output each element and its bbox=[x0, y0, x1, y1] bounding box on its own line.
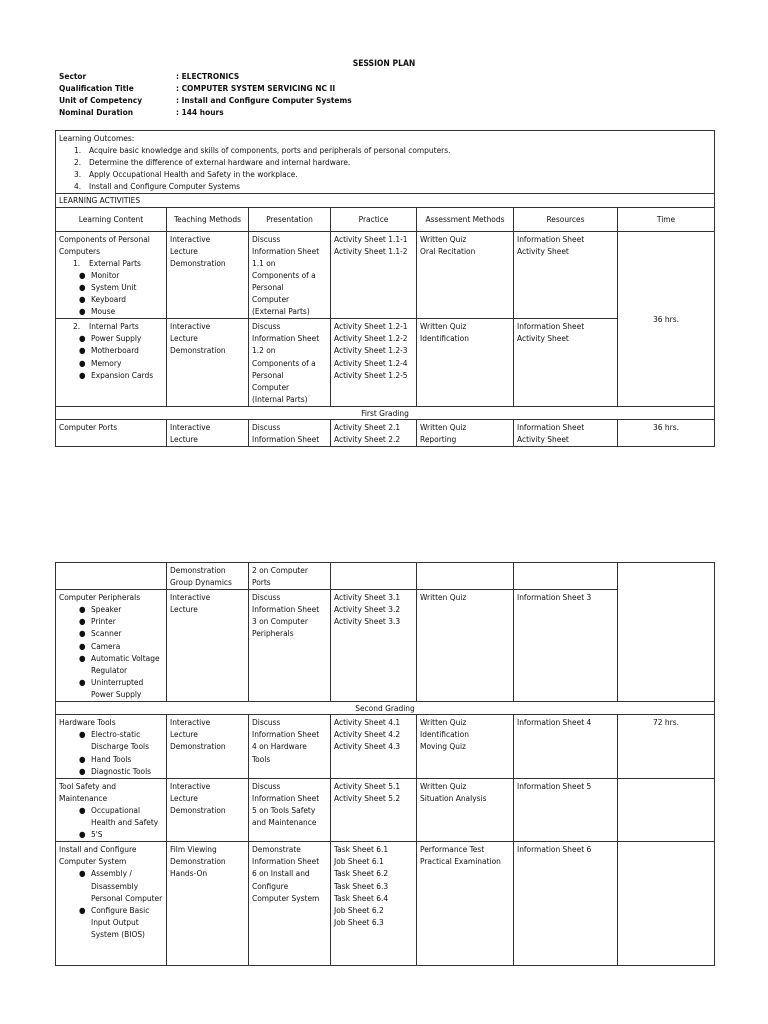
resources-cell: Information Sheet 6 bbox=[514, 842, 618, 966]
presentation-cell: 2 on Computer Ports bbox=[249, 563, 331, 590]
practice-cell: Activity Sheet 5.1 Activity Sheet 5.2 bbox=[331, 778, 417, 841]
content-cell: Install and Configure Computer System ● Assembly / Disassembly Personal Computer ● Configure Basic Input Output System (BIOS) bbox=[56, 842, 167, 966]
content-cell: Components of Personal Computers 1. External Parts ● Monitor ● System Unit ● Keyboard ● Mouse bbox=[56, 231, 167, 319]
methods-cell: Demonstration Group Dynamics bbox=[167, 563, 249, 590]
time-cell bbox=[618, 778, 715, 841]
list-item: ● System Unit bbox=[79, 281, 137, 292]
practice-cell: Activity Sheet 2.1 Activity Sheet 2.2 bbox=[331, 419, 417, 446]
page-title: SESSION PLAN bbox=[352, 59, 416, 69]
practice-cell: Task Sheet 6.1 Job Sheet 6.1 Task Sheet 6.2 Task Sheet 6.3 Task Sheet 6.4 Job Sheet 6.2 Job Sheet 6.3 bbox=[331, 842, 417, 966]
practice-cell: Activity Sheet 1.2-1 Activity Sheet 1.2-2 Activity Sheet 1.2-3 Activity Sheet 1.2-4 Activity Sheet 1.2-5 bbox=[331, 319, 417, 407]
content-cell: Hardware Tools ● Electro-static Discharge Tools ● Hand Tools ● Diagnostic Tools bbox=[56, 715, 167, 778]
time-cell: 36 hrs. bbox=[618, 419, 715, 446]
field-label: Qualification Title bbox=[59, 83, 134, 93]
col-header: Assessment Methods bbox=[417, 207, 514, 231]
col-header: Practice bbox=[331, 207, 417, 231]
list-item: ● Expansion Cards bbox=[79, 369, 154, 380]
outcome-item: 2. Determine the difference of external hardware and internal hardware. bbox=[74, 157, 351, 168]
assessment-cell: Written Quiz Oral Recitation bbox=[417, 231, 514, 319]
content-cell: Tool Safety and Maintenance ● Occupational Health and Safety ● 5'S bbox=[56, 778, 167, 841]
table-row bbox=[56, 419, 715, 446]
resources-cell: Information Sheet 5 bbox=[514, 778, 618, 841]
content-cell bbox=[56, 563, 167, 590]
assessment-cell: Performance Test Practical Examination bbox=[417, 842, 514, 966]
methods-cell: Interactive Lecture Demonstration bbox=[167, 231, 249, 319]
presentation-cell: Discuss Information Sheet 1.1 on Components of a Personal Computer (External Parts) bbox=[249, 231, 331, 319]
outcomes-heading: Learning Outcomes: bbox=[59, 133, 135, 143]
sector-row bbox=[59, 70, 352, 82]
list-item: ● Assembly / Disassembly Personal Computer bbox=[79, 868, 163, 903]
time-cell: 72 hrs. bbox=[618, 715, 715, 778]
list-item: ● Speaker bbox=[79, 604, 122, 615]
list-item: ● Hand Tools bbox=[79, 753, 132, 764]
presentation-cell: Discuss Information Sheet bbox=[249, 419, 331, 446]
outcome-item: 4. Install and Configure Computer Systems bbox=[74, 181, 240, 192]
time-cell: 36 hrs. bbox=[618, 231, 715, 406]
grading-divider: Second Grading bbox=[56, 702, 715, 715]
table-row bbox=[56, 231, 715, 319]
presentation-cell: Discuss Information Sheet 4 on Hardware Tools bbox=[249, 715, 331, 778]
learning-outcomes bbox=[56, 131, 715, 194]
content-cell bbox=[56, 319, 167, 407]
plan-details bbox=[59, 70, 352, 118]
practice-cell: Activity Sheet 4.1 Activity Sheet 4.2 Activity Sheet 4.3 bbox=[331, 715, 417, 778]
resources-cell bbox=[514, 563, 618, 590]
assessment-cell: Written Quiz Identification Moving Quiz bbox=[417, 715, 514, 778]
resources-cell: Information Sheet 4 bbox=[514, 715, 618, 778]
list-item: ● Automatic Voltage Regulator bbox=[79, 652, 160, 675]
methods-cell: Interactive Lecture Demonstration bbox=[167, 778, 249, 841]
presentation-cell: Demonstrate Information Sheet 6 on Install and Configure Computer System bbox=[249, 842, 331, 966]
resources-cell: Information Sheet Activity Sheet bbox=[514, 319, 618, 407]
content-cell: Computer Peripherals ● Speaker ● Printer ● Scanner ● Camera ● Automatic Voltage Regulator ● Uninterrupted Power Supply bbox=[56, 590, 167, 702]
grading-divider: First Grading bbox=[56, 406, 715, 419]
table-row bbox=[56, 715, 715, 778]
assessment-cell bbox=[417, 563, 514, 590]
list-item: ● Scanner bbox=[79, 628, 122, 639]
methods-cell: Interactive Lecture bbox=[167, 419, 249, 446]
field-value: : ELECTRONICS bbox=[176, 71, 240, 81]
resources-cell: Information Sheet Activity Sheet bbox=[514, 419, 618, 446]
practice-cell: Activity Sheet 3.1 Activity Sheet 3.2 Activity Sheet 3.3 bbox=[331, 590, 417, 702]
col-header: Presentation bbox=[249, 207, 331, 231]
session-table-page1 bbox=[55, 130, 715, 447]
field-label: Sector bbox=[59, 71, 87, 81]
resources-cell: Information Sheet Activity Sheet bbox=[514, 231, 618, 319]
list-item: ● Uninterrupted Power Supply bbox=[79, 676, 144, 699]
field-value: : Install and Configure Computer Systems bbox=[176, 95, 352, 105]
list-item: ● Motherboard bbox=[79, 345, 139, 356]
resources-cell: Information Sheet 3 bbox=[514, 590, 618, 702]
field-label: Unit of Competency bbox=[59, 95, 143, 105]
list-item: ● Occupational Health and Safety bbox=[79, 804, 159, 828]
list-item: ● Diagnostic Tools bbox=[79, 765, 152, 776]
list-item: 1. External Parts bbox=[73, 257, 141, 268]
list-item: ● Power Supply bbox=[79, 333, 142, 344]
list-item: ● 5'S bbox=[79, 829, 103, 840]
assessment-cell: Written Quiz bbox=[417, 590, 514, 702]
presentation-cell: Discuss Information Sheet 3 on Computer Peripherals bbox=[249, 590, 331, 702]
table-row bbox=[56, 590, 715, 702]
list-item: ● Keyboard bbox=[79, 294, 127, 305]
practice-cell bbox=[331, 563, 417, 590]
table-row bbox=[56, 842, 715, 966]
outcomes-list bbox=[59, 144, 711, 192]
competency-row bbox=[59, 94, 352, 106]
duration-row bbox=[59, 106, 352, 118]
list-item: ● Printer bbox=[79, 616, 116, 627]
methods-cell: Interactive Lecture bbox=[167, 590, 249, 702]
list-item: ● Electro-static Discharge Tools bbox=[79, 729, 149, 752]
assessment-cell: Written Quiz Reporting bbox=[417, 419, 514, 446]
presentation-cell: Discuss Information Sheet 5 on Tools Safety and Maintenance bbox=[249, 778, 331, 841]
methods-cell: Film Viewing Demonstration Hands-On bbox=[167, 842, 249, 966]
list-item: ● Monitor bbox=[79, 269, 120, 280]
field-label: Nominal Duration bbox=[59, 107, 134, 117]
table-row bbox=[56, 778, 715, 841]
outcome-item: 1. Acquire basic knowledge and skills of components, ports and peripherals of personal computers. bbox=[74, 145, 451, 156]
col-header: Time bbox=[618, 207, 715, 231]
time-cell bbox=[618, 563, 715, 702]
list-item: ● Mouse bbox=[79, 306, 116, 317]
list-item: 2. Internal Parts bbox=[73, 321, 139, 332]
assessment-cell: Written Quiz Identification bbox=[417, 319, 514, 407]
col-header: Learning Content bbox=[56, 207, 167, 231]
content-cell: Computer Ports bbox=[56, 419, 167, 446]
qualification-row bbox=[59, 82, 352, 94]
field-value: : 144 hours bbox=[176, 107, 224, 117]
table-row bbox=[56, 319, 715, 407]
time-cell bbox=[618, 842, 715, 966]
practice-cell: Activity Sheet 1.1-1 Activity Sheet 1.1-2 bbox=[331, 231, 417, 319]
methods-cell: Interactive Lecture Demonstration bbox=[167, 319, 249, 407]
list-item: ● Configure Basic Input Output System (BIOS) bbox=[79, 904, 150, 939]
outcome-item: 3. Apply Occupational Health and Safety in the workplace. bbox=[74, 169, 298, 180]
session-table-page2 bbox=[55, 562, 715, 966]
col-header: Resources bbox=[514, 207, 618, 231]
list-item: ● Camera bbox=[79, 640, 121, 651]
list-item: ● Memory bbox=[79, 357, 122, 368]
assessment-cell: Written Quiz Situation Analysis bbox=[417, 778, 514, 841]
presentation-cell: Discuss Information Sheet 1.2 on Components of a Personal Computer (Internal Parts) bbox=[249, 319, 331, 407]
field-value: : COMPUTER SYSTEM SERVICING NC II bbox=[176, 83, 336, 93]
methods-cell: Interactive Lecture Demonstration bbox=[167, 715, 249, 778]
col-header: Teaching Methods bbox=[167, 207, 249, 231]
table-row bbox=[56, 563, 715, 590]
activities-heading: LEARNING ACTIVITIES bbox=[56, 194, 715, 207]
